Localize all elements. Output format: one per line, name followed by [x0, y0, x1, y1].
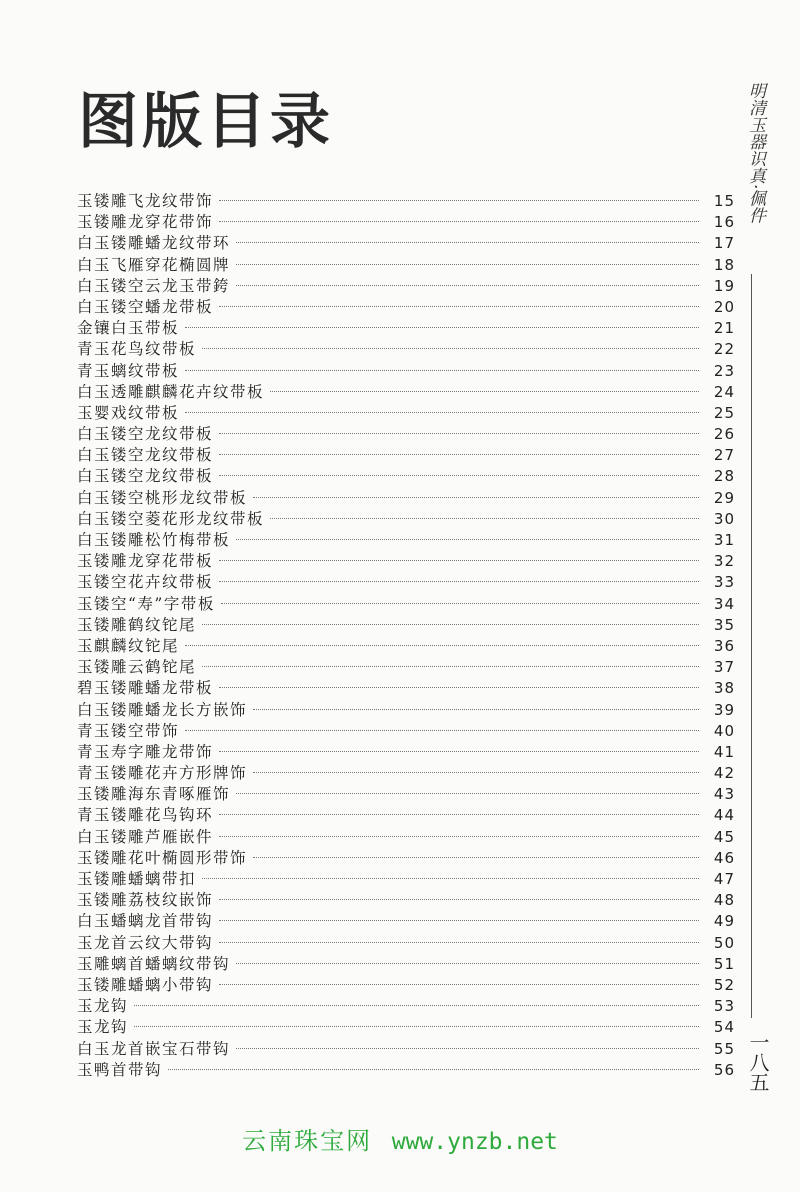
toc-entry-title: 玉龙钩 — [77, 997, 129, 1016]
dot-leader — [185, 645, 699, 646]
toc-entry-title: 玉镂雕蟠螭小带钩 — [77, 975, 214, 994]
toc-entry-page: 23 — [713, 361, 735, 380]
dot-leader — [270, 391, 699, 392]
toc-entry-title: 玉鸭首带钩 — [77, 1060, 163, 1079]
toc-entry — [77, 445, 735, 466]
dot-leader — [185, 327, 699, 328]
toc-entry — [77, 551, 735, 572]
toc-entry-title: 白玉镂雕芦雁嵌件 — [77, 827, 214, 846]
toc-entry — [77, 911, 735, 932]
dot-leader — [253, 497, 699, 498]
toc-entry — [77, 255, 735, 276]
watermark — [0, 1121, 800, 1156]
dot-leader — [185, 730, 699, 731]
toc-entry — [77, 954, 735, 975]
toc-entry-page: 41 — [713, 742, 735, 761]
toc-entry-page: 54 — [713, 1018, 735, 1037]
toc-entry — [77, 276, 735, 297]
toc-entry-page: 43 — [713, 785, 735, 804]
dot-leader — [219, 433, 699, 434]
dot-leader — [219, 221, 699, 222]
table-of-contents — [77, 191, 735, 1081]
toc-entry-page: 15 — [713, 192, 735, 210]
toc-entry-title: 玉龙首云纹大带钩 — [77, 933, 214, 952]
toc-entry — [77, 700, 735, 721]
dot-leader — [219, 751, 699, 752]
toc-entry-title: 白玉镂空龙纹带板 — [77, 446, 214, 465]
toc-entry-page: 34 — [713, 594, 735, 613]
toc-entry-title: 白玉镂空桃形龙纹带板 — [77, 488, 248, 507]
toc-entry-title: 白玉透雕麒麟花卉纹带板 — [77, 382, 265, 401]
running-header: 明清玉器识真·佩件 — [745, 82, 765, 224]
toc-entry — [77, 466, 735, 487]
dot-leader — [219, 942, 699, 943]
toc-entry-title: 玉镂空“寿”字带板 — [77, 594, 215, 613]
toc-entry-title: 青玉镂雕花鸟钩环 — [77, 806, 214, 825]
dot-leader — [236, 963, 699, 964]
toc-entry — [77, 678, 735, 699]
toc-entry-title: 白玉镂空龙纹带板 — [77, 425, 214, 444]
toc-entry — [77, 361, 735, 382]
toc-entry — [77, 594, 735, 615]
toc-entry — [77, 1060, 735, 1081]
toc-entry — [77, 424, 735, 445]
toc-entry-page: 30 — [713, 509, 735, 528]
toc-entry-page: 19 — [713, 276, 735, 295]
dot-leader — [270, 518, 699, 519]
dot-leader — [253, 709, 699, 710]
toc-entry — [77, 763, 735, 784]
dot-leader — [236, 1048, 699, 1049]
dot-leader — [202, 624, 699, 625]
page-number: 一八五 — [746, 1032, 770, 1092]
toc-entry-page: 45 — [713, 827, 735, 846]
toc-entry-title: 碧玉镂雕蟠龙带板 — [77, 679, 214, 698]
toc-entry-title: 白玉蟠螭龙首带钩 — [77, 912, 214, 931]
dot-leader — [202, 878, 699, 879]
toc-entry — [77, 996, 735, 1017]
toc-entry-title: 玉镂雕花叶椭圆形带饰 — [77, 848, 248, 867]
dot-leader — [219, 306, 699, 307]
toc-entry-page: 49 — [713, 912, 735, 931]
toc-entry-page: 25 — [713, 403, 735, 422]
toc-entry-title: 玉镂雕云鹤铊尾 — [77, 658, 197, 677]
dot-leader — [202, 666, 699, 667]
toc-entry-page: 35 — [713, 615, 735, 634]
toc-entry — [77, 572, 735, 593]
toc-entry — [77, 191, 735, 212]
toc-entry-page: 31 — [713, 531, 735, 549]
dot-leader — [134, 1026, 699, 1027]
dot-leader — [219, 581, 699, 582]
toc-entry — [77, 890, 735, 911]
toc-entry — [77, 509, 735, 530]
dot-leader — [253, 857, 699, 858]
toc-entry-page: 42 — [713, 764, 735, 783]
toc-entry-page: 52 — [713, 975, 735, 994]
toc-entry — [77, 636, 735, 657]
toc-entry-title: 白玉镂空菱花形龙纹带板 — [77, 509, 265, 528]
toc-entry-page: 40 — [713, 721, 735, 740]
dot-leader — [219, 920, 699, 921]
dot-leader — [219, 814, 699, 815]
toc-entry-page: 53 — [713, 997, 735, 1016]
toc-entry-title: 玉龙钩 — [77, 1018, 129, 1037]
toc-entry — [77, 318, 735, 339]
toc-entry — [77, 297, 735, 318]
toc-entry-page: 36 — [713, 636, 735, 655]
dot-leader — [236, 539, 699, 540]
toc-entry-page: 33 — [713, 573, 735, 592]
dot-leader — [221, 603, 699, 604]
toc-entry — [77, 530, 735, 551]
toc-entry-title: 玉镂雕荔枝纹嵌饰 — [77, 891, 214, 910]
margin-rule — [751, 274, 752, 1018]
toc-entry — [77, 382, 735, 403]
toc-entry-title: 玉镂雕海东青啄雁饰 — [77, 785, 231, 804]
dot-leader — [185, 370, 699, 371]
toc-entry-page: 48 — [713, 891, 735, 910]
toc-entry-page: 44 — [713, 806, 735, 825]
toc-entry — [77, 975, 735, 996]
dot-leader — [219, 687, 699, 688]
toc-entry-page: 39 — [713, 700, 735, 719]
dot-leader — [236, 793, 699, 794]
toc-entry-title: 白玉镂雕蟠龙纹带环 — [77, 234, 231, 253]
dot-leader — [219, 475, 699, 476]
toc-entry-title: 青玉镂雕花卉方形牌饰 — [77, 764, 248, 783]
toc-entry — [77, 805, 735, 826]
toc-entry-page: 17 — [713, 234, 735, 253]
toc-entry — [77, 1017, 735, 1038]
toc-entry-page: 18 — [713, 255, 735, 274]
toc-entry-title: 金镶白玉带板 — [77, 319, 180, 338]
toc-entry-page: 56 — [713, 1060, 735, 1079]
toc-entry — [77, 339, 735, 360]
toc-entry-page: 22 — [713, 340, 735, 359]
toc-entry — [77, 488, 735, 509]
toc-entry-page: 51 — [713, 954, 735, 973]
toc-entry — [77, 657, 735, 678]
toc-entry — [77, 721, 735, 742]
toc-entry-page: 24 — [713, 382, 735, 401]
dot-leader — [219, 899, 699, 900]
toc-entry-title: 青玉镂空带饰 — [77, 721, 180, 740]
toc-entry-title: 玉婴戏纹带板 — [77, 403, 180, 422]
dot-leader — [168, 1069, 699, 1070]
toc-entry-title: 白玉镂雕松竹梅带板 — [77, 531, 231, 549]
dot-leader — [236, 242, 699, 243]
toc-entry-title: 玉镂空花卉纹带板 — [77, 573, 214, 592]
toc-entry-title: 白玉镂空蟠龙带板 — [77, 297, 214, 316]
dot-leader — [219, 984, 699, 985]
watermark-url: www.ynzb.net — [391, 1129, 558, 1155]
toc-entry — [77, 848, 735, 869]
toc-entry-page: 46 — [713, 848, 735, 867]
toc-entry-title: 白玉镂空云龙玉带銙 — [77, 276, 231, 295]
watermark-site-name: 云南珠宝网 — [242, 1127, 373, 1155]
toc-entry-page: 32 — [713, 552, 735, 571]
toc-entry — [77, 869, 735, 890]
toc-entry — [77, 615, 735, 636]
toc-entry-page: 26 — [713, 425, 735, 444]
toc-entry-page: 38 — [713, 679, 735, 698]
toc-entry-title: 青玉花鸟纹带板 — [77, 340, 197, 359]
toc-entry-page: 37 — [713, 658, 735, 677]
toc-entry-title: 白玉镂空龙纹带板 — [77, 467, 214, 486]
dot-leader — [219, 454, 699, 455]
dot-leader — [185, 412, 699, 413]
toc-entry — [77, 1039, 735, 1060]
toc-entry-title: 玉雕螭首蟠螭纹带钩 — [77, 954, 231, 973]
toc-entry-page: 47 — [713, 870, 735, 888]
toc-entry-title: 白玉飞雁穿花椭圆牌 — [77, 255, 231, 274]
toc-entry-title: 青玉螭纹带板 — [77, 361, 180, 380]
toc-entry-title: 玉麒麟纹铊尾 — [77, 636, 180, 655]
toc-entry — [77, 403, 735, 424]
toc-entry-title: 玉镂雕龙穿花带饰 — [77, 213, 214, 232]
toc-entry-page: 28 — [713, 467, 735, 486]
toc-entry-title: 玉镂雕龙穿花带板 — [77, 552, 214, 571]
page-title: 图版目录 — [78, 87, 334, 157]
toc-entry-page: 29 — [713, 488, 735, 507]
toc-entry-title: 玉镂雕飞龙纹带饰 — [77, 192, 214, 210]
toc-entry-page: 16 — [713, 213, 735, 232]
toc-entry — [77, 933, 735, 954]
toc-entry — [77, 233, 735, 254]
dot-leader — [219, 560, 699, 561]
toc-entry-page: 50 — [713, 933, 735, 952]
dot-leader — [236, 264, 699, 265]
toc-entry — [77, 784, 735, 805]
dot-leader — [134, 1005, 699, 1006]
dot-leader — [202, 348, 699, 349]
toc-entry — [77, 827, 735, 848]
toc-entry-title: 玉镂雕蟠螭带扣 — [77, 870, 197, 888]
toc-entry-page: 20 — [713, 297, 735, 316]
dot-leader — [219, 200, 699, 201]
toc-entry-title: 白玉龙首嵌宝石带钩 — [77, 1039, 231, 1058]
dot-leader — [236, 285, 699, 286]
toc-entry-page: 55 — [713, 1039, 735, 1058]
toc-entry-title: 青玉寿字雕龙带饰 — [77, 742, 214, 761]
toc-entry-page: 27 — [713, 446, 735, 465]
toc-entry — [77, 212, 735, 233]
toc-entry — [77, 742, 735, 763]
toc-entry-title: 玉镂雕鹤纹铊尾 — [77, 615, 197, 634]
toc-entry-title: 白玉镂雕蟠龙长方嵌饰 — [77, 700, 248, 719]
toc-entry-page: 21 — [713, 319, 735, 338]
dot-leader — [219, 836, 699, 837]
dot-leader — [253, 772, 699, 773]
